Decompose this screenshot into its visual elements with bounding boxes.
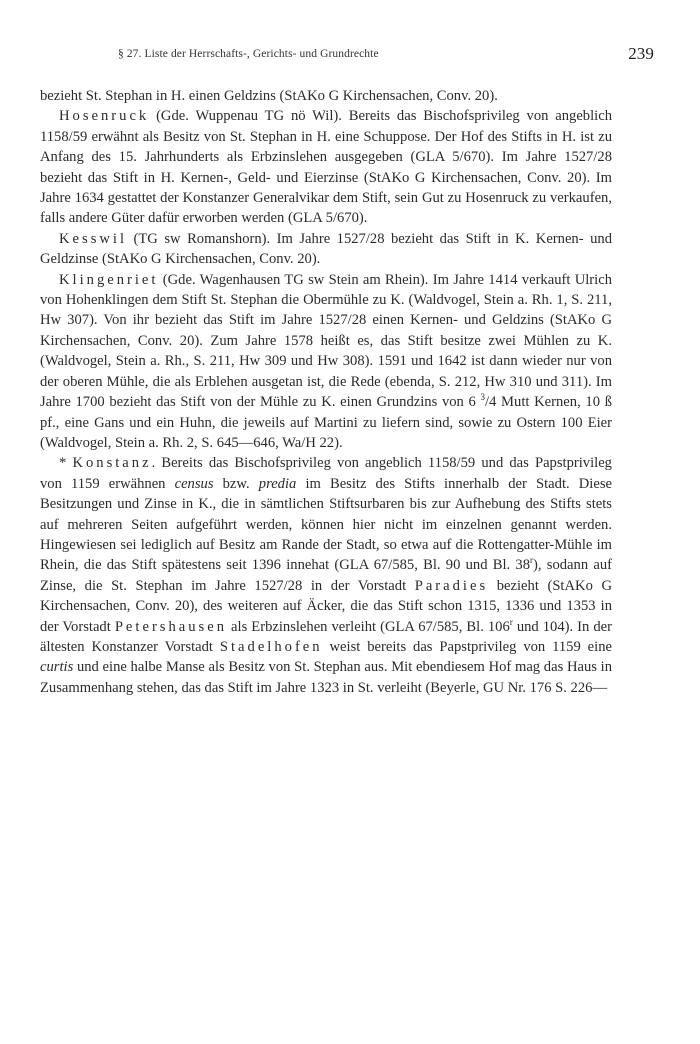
text-run: als Erbzinslehen verleiht (GLA 67/585, Bl. 106 [227, 618, 510, 635]
place-name: Konstanz [72, 455, 152, 472]
text-run: bzw. [213, 475, 259, 492]
latin-term: curtis [40, 659, 74, 676]
place-name: Paradies [414, 577, 489, 594]
paragraph [40, 453, 612, 698]
paragraph [40, 86, 612, 106]
text-run: im Besitz des Stifts innerhalb der Stadt. Diese Besitzungen und Zinse in K., die in sämtlichen Stiftsurbaren bis zur Aufhebung des Stifts stets auf mehreren Seiten aufgeführt werden, können hier nicht im einzelnen genannt werden. Hingewiesen sei lediglich auf Besitz am Rande der Stadt, so etwa auf die Rottengatter-Mühle im Rhein, die das Stift spätestens seit 1396 innehat (GLA 67/585, Bl. 90 und Bl. 38 [40, 475, 612, 574]
superscript: r [530, 555, 534, 566]
text-run: und eine halbe Manse als Besitz von St. Stephan aus. Mit ebendiesem Hof mag das Haus in Zusammenhang stehen, das das Stift im Jahre 1323 in St. verleiht (Beyerle, GU Nr. 176 S. 226— [40, 659, 612, 696]
text-run: bezieht St. Stephan in H. einen Geldzins (StAKo G Kirchensachen, Conv. 20). [40, 88, 498, 104]
place-name: Stadelhofen [219, 638, 323, 655]
superscript: r [509, 616, 513, 627]
text-run: (Gde. Wuppenau TG nö Wil). Bereits das Bischofsprivileg von angeblich 1158/59 erwähnt als Besitz von St. Stephan in H. eine Schuppose. Der Hof des Stifts in H. ist zu Anfang des 15. Jahrhunderts als Erbzinslehen ausgegeben (GLA 5/670). Im Jahre 1527/28 bezieht das Stift in H. Kernen-, Geld- und Eierzinse (StAKo G Kirchensachen, Conv. 20). Im Jahre 1634 gestattet der Konstanzer Generalvikar dem Stift, sein Gut zu Hosenruck zu verkaufen, falls andere Güter dafür erworben werden (GLA 5/670). [40, 108, 612, 227]
paragraph [40, 229, 612, 270]
text-run: . Bereits das Bischofsprivileg von angeblich 1158/59 und das Papstprivileg von 1159 erwähnen [40, 455, 612, 492]
text-run: ), sodann auf Zinse, die St. Stephan im Jahre 1527/28 in der Vorstadt [40, 557, 612, 594]
text-run: * [59, 455, 73, 472]
place-name: Klingenriet [59, 271, 159, 288]
place-name: Petershausen [114, 618, 228, 635]
running-title: § 27. Liste der Herrschafts-, Gerichts- und Grundrechte [118, 48, 379, 60]
latin-term: census [174, 475, 214, 492]
paragraph [40, 270, 612, 454]
place-name: Hosenruck [59, 108, 150, 125]
latin-term: predia [258, 475, 297, 492]
main-text [40, 86, 612, 698]
place-name: Kesswil [59, 230, 128, 247]
text-run: /4 Mutt Kernen, 10 ß pf., eine Gans und ein Huhn, die jeweils auf Martini zu liefern sind, sowie zu Ostern 100 Eier (Waldvogel, Stein a. Rh. 2, S. 645—646, Wa/H 22). [40, 394, 612, 451]
superscript: 3 [480, 392, 486, 403]
text-run: weist bereits das Papstprivileg von 1159 eine [322, 638, 612, 655]
paragraph [40, 106, 612, 228]
text-run: (Gde. Wagenhausen TG sw Stein am Rhein). Im Jahre 1414 verkauft Ulrich von Hohenklingen dem Stift St. Stephan die Obermühle zu K. (Waldvogel, Stein a. Rh. 1, S. 211, Hw 307). Von ihr bezieht das Stift im Jahre 1527/28 einen Kernen- und Geldzins (StAKo G Kirchensachen, Conv. 20). Zum Jahre 1578 heißt es, das Stift besitze zwei Mühlen zu K. (Waldvogel, Stein a. Rh., S. 211, Hw 309 und Hw 308). 1591 und 1642 ist dann wieder nur von der oberen Mühle, die als Erblehen ausgetan ist, die Rede (ebenda, S. 212, Hw 310 und 311). Im Jahre 1700 bezieht das Stift von der Mühle zu K. einen Grundzins von 6 [40, 271, 612, 411]
text-run: und 104). In der ältesten Konstanzer Vorstadt [40, 618, 612, 655]
text-run: (TG sw Romanshorn). Im Jahre 1527/28 bezieht das Stift in K. Kernen- und Geldzinse (StAKo G Kirchensachen, Conv. 20). [40, 230, 612, 268]
text-run: bezieht (StAKo G Kirchensachen, Conv. 20), des weiteren auf Äcker, die das Stift schon 1315, 1336 und 1353 in der Vorstadt [40, 577, 612, 635]
page-number: 239 [628, 44, 654, 63]
